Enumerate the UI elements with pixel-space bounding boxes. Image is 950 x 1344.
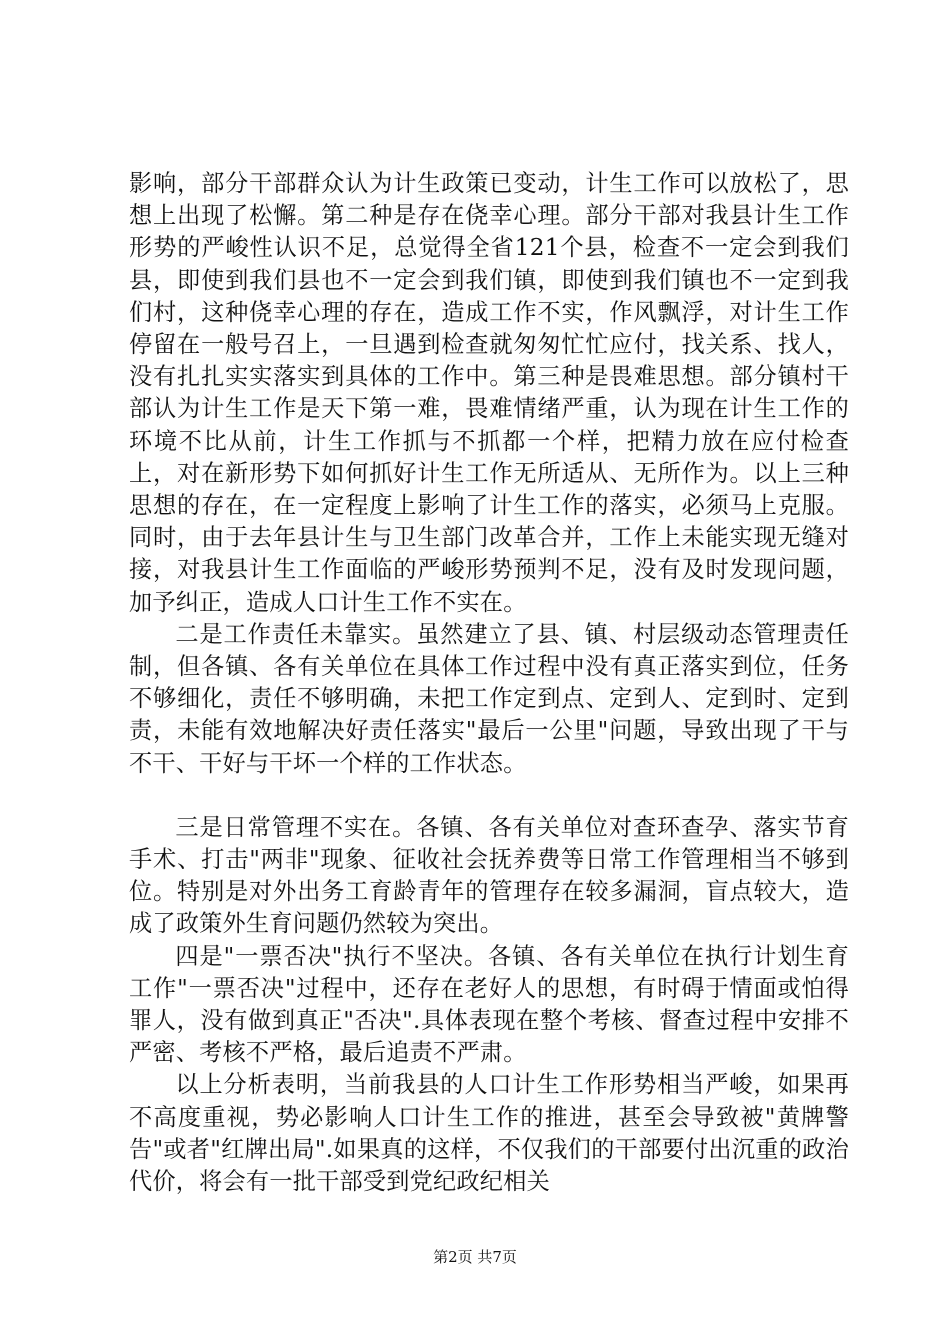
page-number-label: 第2页 共7页	[433, 1248, 517, 1266]
paragraph-third-point: 三是日常管理不实在。各镇、各有关单位对查环查孕、落实节育手术、打击"两非"现象、征收社会抚养费等日常工作管理相当不够到位。特别是对外出务工育龄青年的管理存在较多漏洞，盲点较大，造成了政策外生育问题仍然较为突出。	[129, 813, 849, 938]
paragraph-second-point: 二是工作责任未靠实。虽然建立了县、镇、村层级动态管理责任制，但各镇、各有关单位在具体工作过程中没有真正落实到位，任务不够细化，责任不够明确，未把工作定到点、定到人、定到时、定到责，未能有效地解决好责任落实"最后一公里"问题，导致出现了干与不干、干好与干坏一个样的工作状态。	[129, 620, 849, 777]
paragraph-conclusion: 以上分析表明，当前我县的人口计生工作形势相当严峻，如果再不高度重视，势必影响人口计生工作的推进，甚至会导致被"黄牌警告"或者"红牌出局".如果真的这样，不仅我们的干部要付出沉重的政治代价，将会有一批干部受到党纪政纪相关	[129, 1071, 849, 1196]
paragraph-fourth-point: 四是"一票否决"执行不坚决。各镇、各有关单位在执行计划生育工作"一票否决"过程中，还存在老好人的思想，有时碍于情面或怕得罪人，没有做到真正"否决".具体表现在整个考核、督查过程中安排不严密、考核不严格，最后追责不严肃。	[129, 942, 849, 1067]
page-footer	[0, 1247, 950, 1267]
paragraph-continuation: 影响，部分干部群众认为计生政策已变动，计生工作可以放松了，思想上出现了松懈。第二种是存在侥幸心理。部分干部对我县计生工作形势的严峻性认识不足，总觉得全省121个县，检查不一定会到我们县，即使到我们县也不一定会到我们镇，即使到我们镇也不一定到我们村，这种侥幸心理的存在，造成工作不实，作风飘浮，对计生工作停留在一般号召上，一旦遇到检查就匆匆忙忙应付，找关系、找人，没有扎扎实实落实到具体的工作中。第三种是畏难思想。部分镇村干部认为计生工作是天下第一难，畏难情绪严重，认为现在计生工作的环境不比从前，计生工作抓与不抓都一个样，把精力放在应付检查上，对在新形势下如何抓好计生工作无所适从、无所作为。以上三种思想的存在，在一定程度上影响了计生工作的落实，必须马上克服。同时，由于去年县计生与卫生部门改革合并，工作上未能实现无缝对接，对我县计生工作面临的严峻形势预判不足，没有及时发现问题，加予纠正，造成人口计生工作不实在。	[129, 170, 849, 616]
document-body	[129, 168, 849, 1198]
